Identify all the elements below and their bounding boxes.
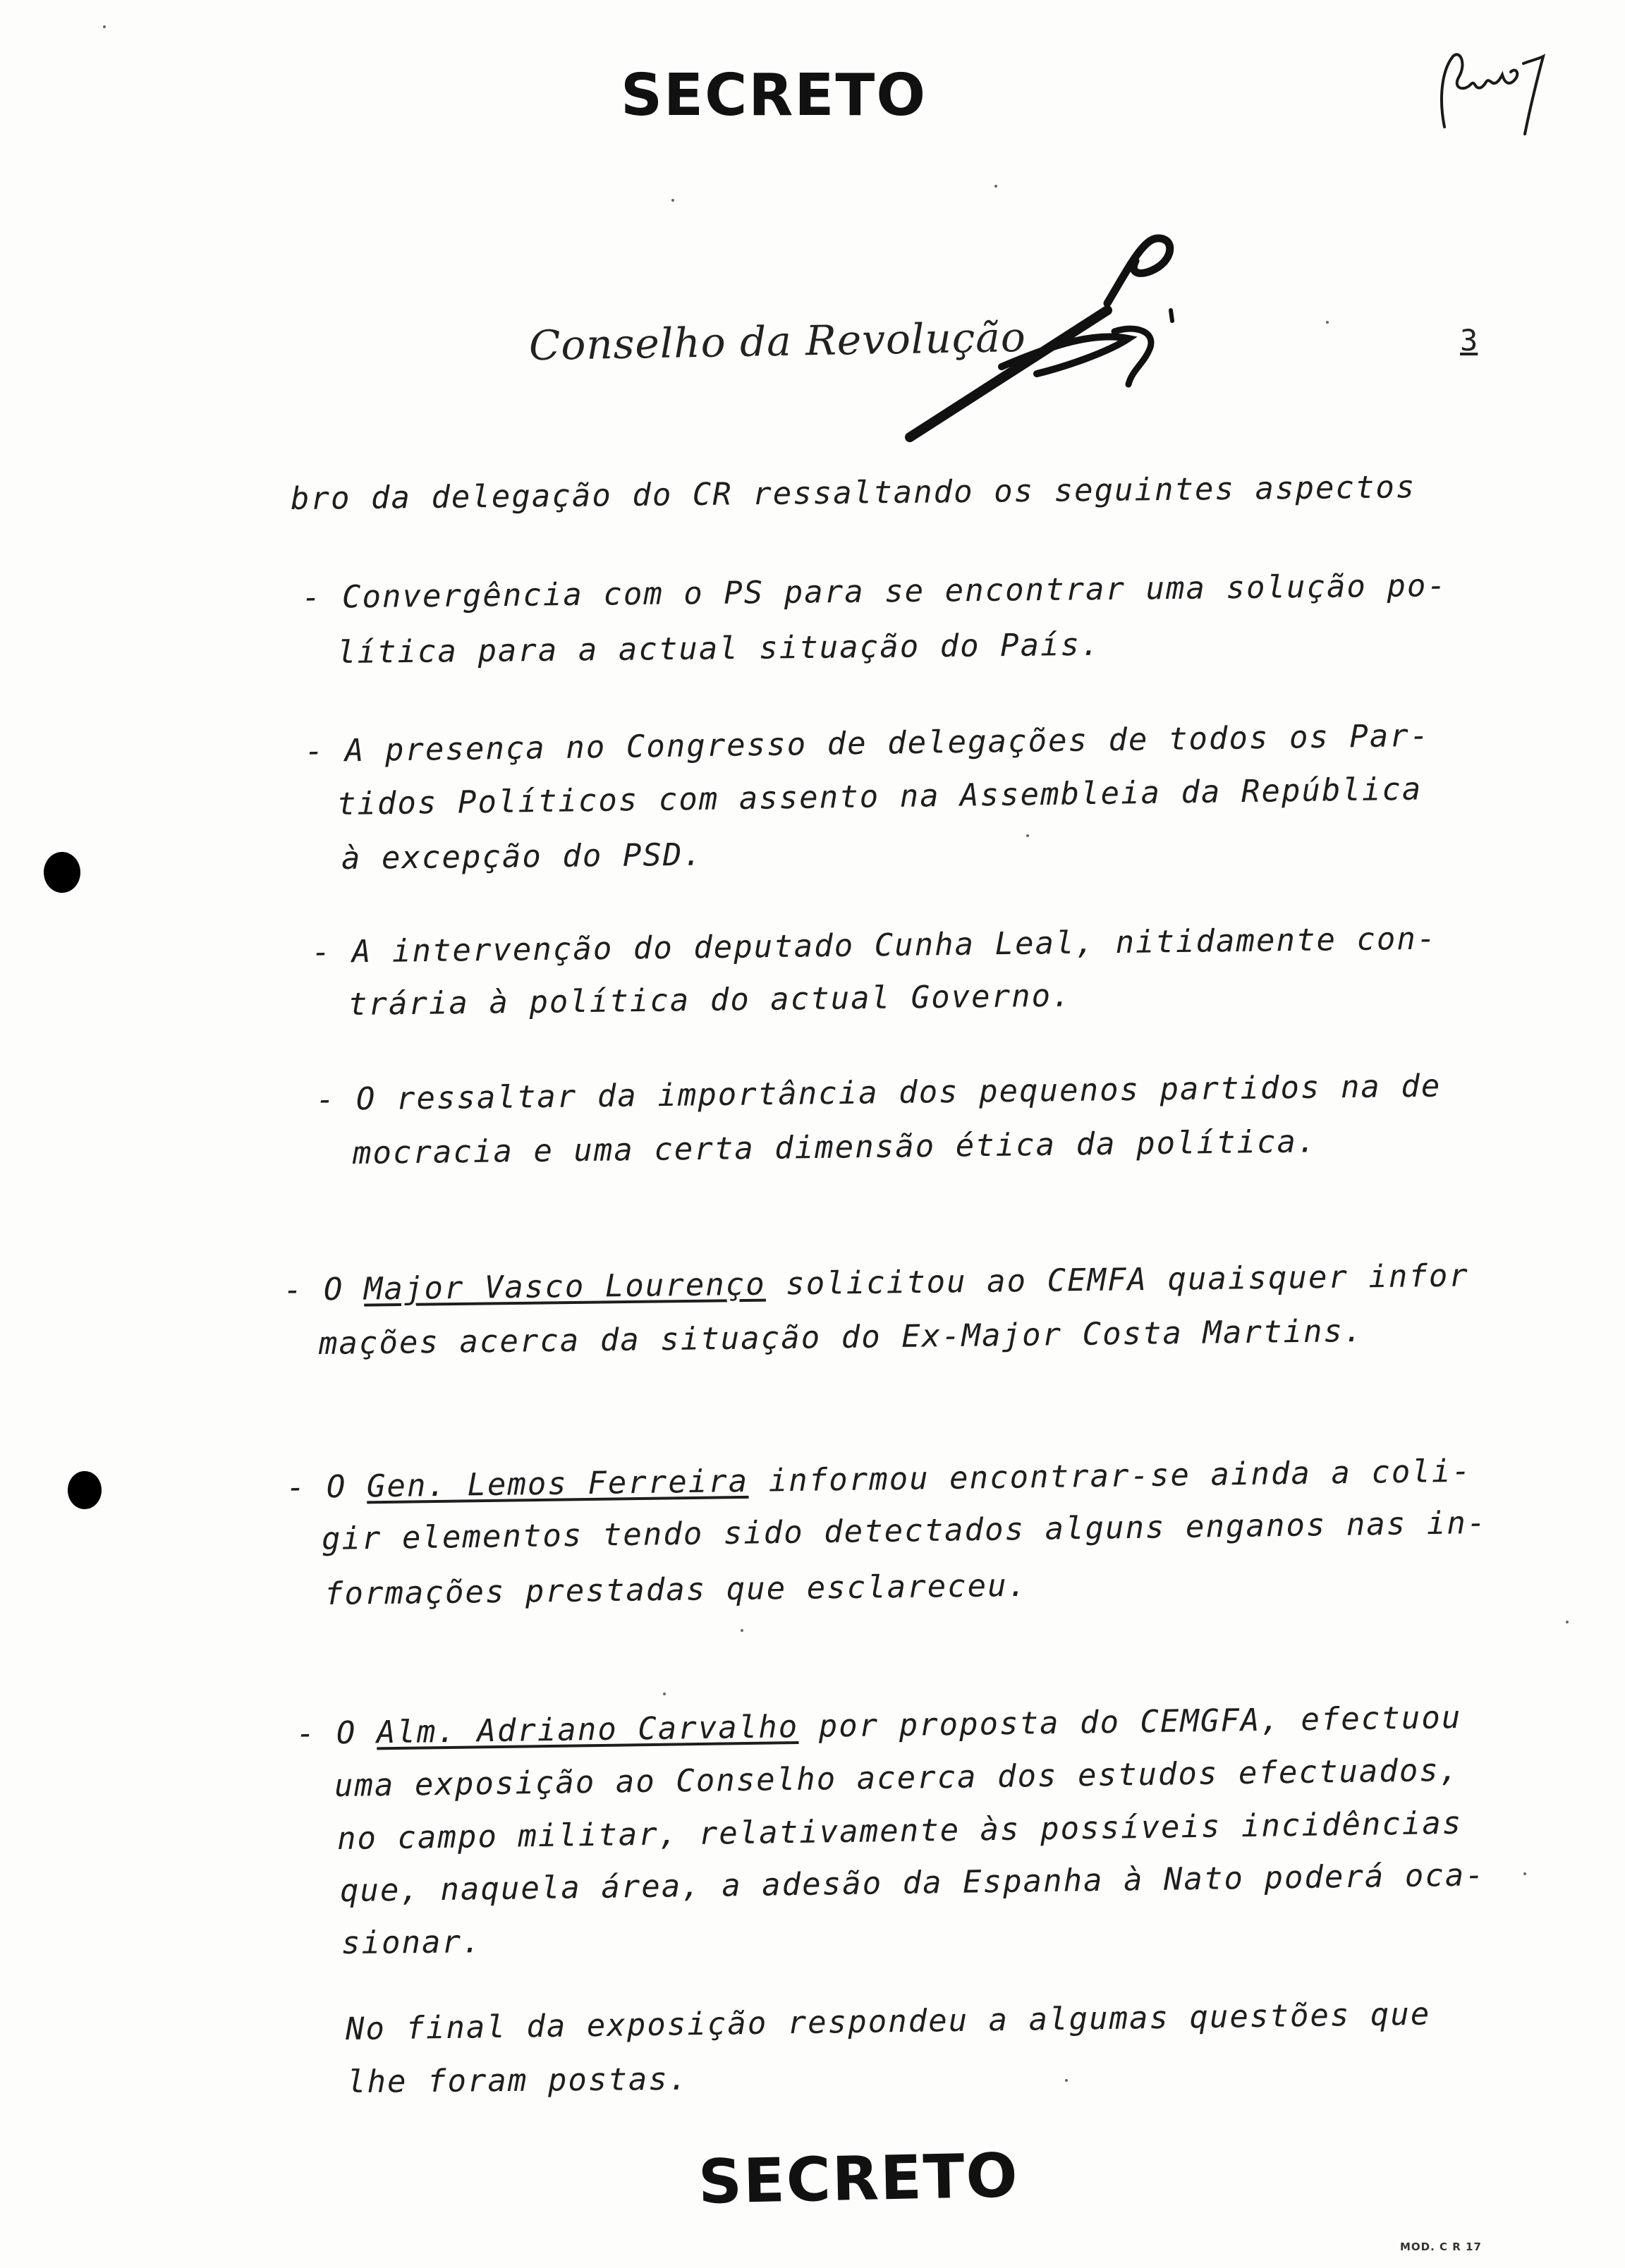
closing-line-1: No final da exposição respondeu a algumas questões que — [345, 1996, 1431, 2047]
punch-hole-lower — [68, 1471, 102, 1509]
entry-1-line-2: mações acerca da situação do Ex-Major Costa Martins. — [318, 1312, 1364, 1362]
handwritten-initials — [1432, 35, 1552, 148]
entry-3-line-2: uma exposição ao Conselho acerca dos estudos efectuados, — [334, 1752, 1460, 1804]
entry-1-rest: solicitou ao CEMFA quaisquer infor — [765, 1257, 1470, 1303]
scan-speck — [671, 199, 674, 202]
scan-speck — [741, 1629, 743, 1632]
entry-1-line-1 — [284, 1252, 1470, 1314]
entry-3-rest: por proposta do CEMGFA, efectuou — [798, 1699, 1462, 1745]
scan-speck — [1523, 1872, 1526, 1875]
bullet-3-line-1: - A intervenção do deputado Cunha Leal, nitidamente con- — [311, 920, 1437, 970]
classification-stamp-top: SECRETO — [621, 62, 927, 129]
entry-3-name: Alm. Adriano Carvalho — [376, 1709, 799, 1751]
scan-speck — [1326, 321, 1329, 324]
entry-1-prefix: - O — [283, 1271, 365, 1308]
entry-2-prefix: - O — [286, 1468, 367, 1506]
entry-3-line-3: no campo militar, relativamente às possíveis incidências — [336, 1805, 1463, 1857]
entry-2-name: Gen. Lemos Ferreira — [366, 1463, 749, 1505]
entry-2-line-3: formações prestadas que esclareceu. — [324, 1567, 1028, 1612]
entry-2-line-2: gir elementos tendo sido detectados alguns enganos nas in- — [321, 1504, 1487, 1557]
classification-stamp-bottom: SECRETO — [698, 2140, 1020, 2218]
form-code: MOD. C R 17 — [1400, 2240, 1482, 2253]
scan-speck — [1065, 2079, 1068, 2082]
entry-2-rest: informou encontrar-se ainda a coli- — [748, 1453, 1473, 1499]
closing-line-2: lhe foram postas. — [346, 2061, 689, 2100]
intro-line: bro da delegação do CR ressaltando os seguintes aspectos — [290, 469, 1416, 517]
bullet-2-line-1: - A presença no Congresso de delegações de todos os Par- — [304, 717, 1430, 769]
scan-speck — [994, 185, 997, 188]
punch-hole-upper — [44, 852, 80, 893]
entry-3-prefix: - O — [296, 1714, 377, 1752]
entry-2-line-1 — [286, 1449, 1473, 1511]
bullet-3-line-2: trária à política do actual Governo. — [348, 977, 1072, 1023]
signature-mark — [896, 226, 1220, 465]
entry-3-line-4: que, naquela área, a adesão da Espanha à Nato poderá oca- — [339, 1857, 1486, 1909]
bullet-4-line-2: mocracia e uma certa dimensão ética da política. — [352, 1123, 1317, 1171]
bullet-2-line-2: tidos Políticos com assento na Assembleia da República — [336, 771, 1423, 822]
letterhead-title: Conselho da Revolução — [528, 312, 1027, 370]
entry-1-name: Major Vasco Lourenço — [363, 1266, 767, 1307]
bullet-2-line-3: à excepção do PSD. — [341, 836, 704, 877]
bullet-1-line-2: lítica para a actual situação do País. — [336, 626, 1101, 671]
page-number: 3 — [1460, 323, 1478, 358]
entry-3-line-1 — [296, 1695, 1462, 1757]
bullet-4-line-1: - O ressaltar da importância dos pequenos partidos na de — [315, 1068, 1442, 1118]
bullet-1-line-1: - Convergência com o PS para se encontrar uma solução po- — [301, 567, 1448, 616]
scan-speck — [1026, 834, 1029, 837]
entry-3-line-5: sionar. — [341, 1924, 482, 1961]
scan-speck — [1566, 1621, 1569, 1623]
scan-speck — [103, 25, 106, 28]
scan-speck — [663, 1693, 666, 1695]
